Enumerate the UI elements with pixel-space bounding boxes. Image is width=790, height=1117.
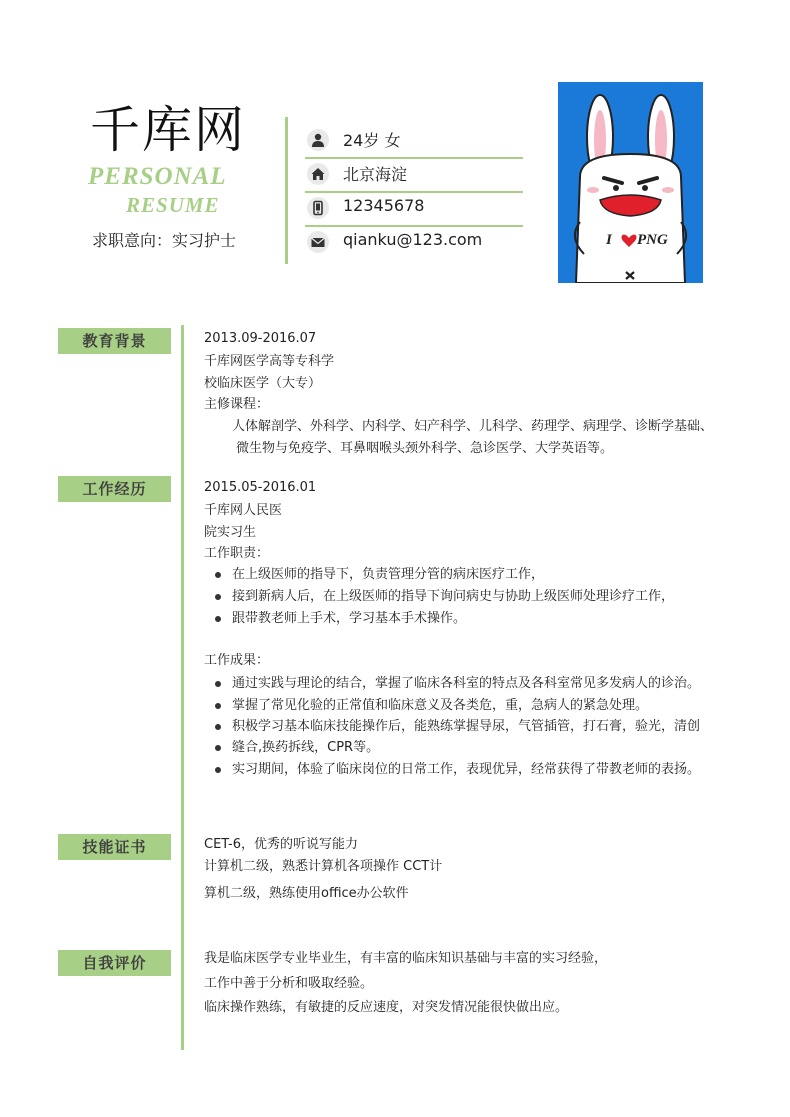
work-result-item: 掌握了常见化验的正常值和临床意义及各类危，重，急病人的紧急处理。 bbox=[232, 698, 649, 713]
bullet-icon bbox=[215, 616, 221, 622]
work-role: 院实习生 bbox=[204, 525, 257, 540]
work-org: 千库网人民医 bbox=[204, 503, 283, 518]
education-courses-label: 主修课程： bbox=[204, 397, 270, 412]
personal-heading: PERSONAL bbox=[88, 163, 227, 190]
work-result-item: 实习期间，体验了临床岗位的日常工作，表现优异，经常获得了带教老师的表扬。 bbox=[232, 762, 701, 777]
info-row-email bbox=[305, 226, 523, 259]
job-intent: 求职意向：实习护士 bbox=[92, 231, 237, 250]
bullet-icon bbox=[215, 703, 221, 709]
person-icon bbox=[307, 129, 329, 151]
work-duty-item: 在上级医师的指导下，负责管理分管的病床医疗工作， bbox=[232, 567, 545, 582]
work-duty-item: 跟带教老师上手术，学习基本手术操作。 bbox=[232, 611, 467, 626]
bullet-icon bbox=[215, 724, 221, 730]
email: qianku@123.com bbox=[343, 230, 483, 249]
education-courses-line-2: 微生物与免疫学、耳鼻咽喉头颈外科学、急诊医学、大学英语等。 bbox=[236, 441, 614, 456]
work-result-item: 通过实践与理论的结合，掌握了临床各科室的特点及各科室常见多发病人的诊治。 bbox=[232, 676, 701, 691]
bullet-icon bbox=[215, 594, 221, 600]
phone-icon bbox=[307, 197, 329, 219]
bullet-icon bbox=[215, 767, 221, 773]
bullet-icon bbox=[215, 572, 221, 578]
age-gender: 24岁 女 bbox=[343, 131, 401, 150]
work-result-item: 积极学习基本临床技能操作后，能熟练掌握导尿，气管插管，打石膏，验光，清创 bbox=[232, 719, 701, 734]
location: 北京海淀 bbox=[343, 165, 408, 184]
work-duties-label: 工作职责： bbox=[204, 546, 270, 561]
header-divider bbox=[285, 117, 288, 264]
photo-caption-left: I bbox=[606, 232, 612, 248]
skill-line: 算机二级，熟练使用office办公软件 bbox=[204, 886, 409, 901]
resume-heading: RESUME bbox=[126, 193, 220, 217]
self-evaluation-line: 我是临床医学专业毕业生，有丰富的临床知识基础与丰富的实习经验， bbox=[204, 951, 608, 966]
work-duty-item: 接到新病人后，在上级医师的指导下询问病史与协助上级医师处理诊疗工作， bbox=[232, 589, 675, 604]
section-label-work: 工作经历 bbox=[58, 476, 171, 502]
work-date: 2015.05-2016.01 bbox=[204, 480, 317, 495]
info-row-location bbox=[305, 158, 523, 193]
work-results-label: 工作成果： bbox=[204, 653, 270, 668]
info-row-age bbox=[305, 124, 523, 159]
home-icon bbox=[307, 163, 329, 185]
info-row-phone bbox=[305, 192, 523, 227]
section-label-skills: 技能证书 bbox=[58, 834, 171, 860]
resume-name: 千库网 bbox=[90, 101, 246, 159]
phone: 12345678 bbox=[343, 196, 425, 215]
self-evaluation-line: 临床操作熟练，有敏捷的反应速度，对突发情况能很快做出应。 bbox=[204, 1000, 569, 1015]
education-date: 2013.09-2016.07 bbox=[204, 331, 317, 346]
profile-photo bbox=[558, 82, 703, 283]
skill-line: 计算机二级，熟悉计算机各项操作 CCT计 bbox=[204, 859, 443, 874]
section-label-education: 教育背景 bbox=[58, 328, 171, 354]
skill-line: CET-6，优秀的听说写能力 bbox=[204, 837, 359, 852]
timeline-line bbox=[181, 325, 184, 1050]
section-label-self-evaluation: 自我评价 bbox=[58, 950, 171, 976]
photo-caption-right: PNG bbox=[637, 232, 668, 248]
mail-icon bbox=[307, 231, 329, 253]
bullet-icon bbox=[215, 681, 221, 687]
work-result-item: 缝合,换药拆线，CPR等。 bbox=[232, 740, 380, 755]
education-courses-line-1: 人体解剖学、外科学、内科学、妇产科学、儿科学、药理学、病理学、诊断学基础、 bbox=[232, 419, 714, 434]
education-major: 校临床医学（大专） bbox=[204, 376, 322, 391]
education-school: 千库网医学高等专科学 bbox=[204, 354, 335, 369]
self-evaluation-line: 工作中善于分析和吸取经验。 bbox=[204, 976, 374, 991]
bullet-icon bbox=[215, 745, 221, 751]
